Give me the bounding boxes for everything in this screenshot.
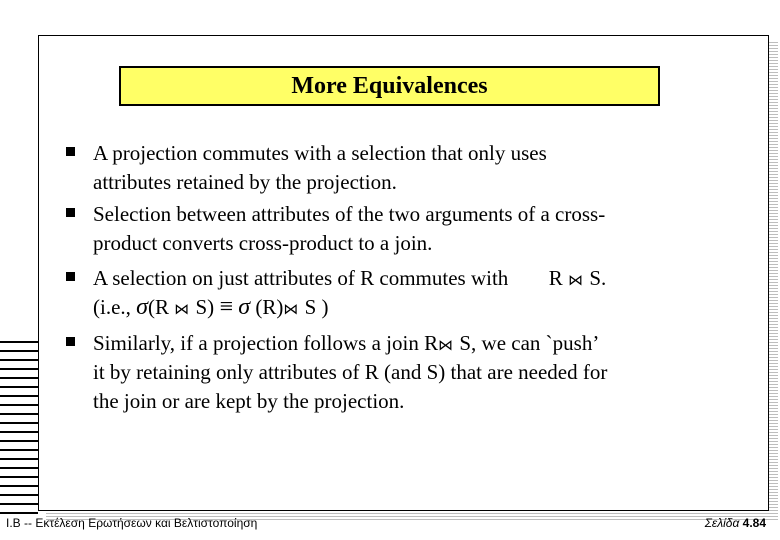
decorative-stripes: [0, 338, 38, 514]
expr-part-3: (R): [255, 295, 284, 319]
expr-part-4: S ): [304, 295, 329, 319]
bullet-4-line-3: the join or are kept by the projection.: [93, 389, 405, 413]
footer-page: [705, 516, 766, 530]
title-box: [119, 66, 660, 106]
relation-r: R: [548, 266, 563, 290]
join-icon: ⋈: [438, 336, 455, 354]
slide-title: More Equivalences: [291, 73, 488, 99]
bullet-1-line-1: A projection commutes with a selection that only uses: [93, 141, 547, 165]
footer-course-title: I.B -- Εκτέλεση Ερωτήσεων και Βελτιστοποίηση: [6, 516, 258, 530]
ie-prefix: (i.e.,: [93, 295, 131, 319]
bullet-4-text-a: Similarly, if a projection follows a join R: [93, 331, 439, 355]
bullet-4-line-1: [93, 331, 599, 357]
join-icon: ⋈: [283, 300, 300, 318]
join-icon: ⋈: [568, 271, 585, 289]
join-icon: ⋈: [174, 300, 191, 318]
expr-part-2: S): [195, 295, 215, 319]
bullet-4-text-b: S, we can `push’: [459, 331, 600, 355]
bullet-2-line-1: Selection between attributes of the two arguments of a cross-: [93, 202, 606, 226]
bullet-3-line-1: [93, 266, 606, 292]
footer-slide-word: Σελίδα: [704, 516, 740, 530]
sigma-icon: σ: [136, 294, 148, 320]
bullet-4-line-2: it by retaining only attributes of R (and S) that are needed for: [93, 360, 608, 384]
bullet-icon: [66, 147, 76, 157]
bullet-3-line-2: [93, 295, 329, 321]
bullet-3-text: A selection on just attributes of R commutes with: [93, 266, 509, 290]
relation-s: S.: [589, 266, 607, 290]
bullet-1-line-2: attributes retained by the projection.: [93, 170, 397, 194]
bullet-icon: [66, 272, 76, 282]
bullet-2-line-2: product converts cross-product to a join.: [93, 231, 433, 255]
bullet-icon: [66, 337, 76, 347]
sigma-icon: σ: [238, 294, 251, 320]
footer-slide-number: 4.84: [742, 516, 766, 530]
expr-part-1: (R: [148, 295, 169, 319]
bullet-icon: [66, 208, 76, 218]
equiv-icon: ≡: [219, 294, 233, 320]
